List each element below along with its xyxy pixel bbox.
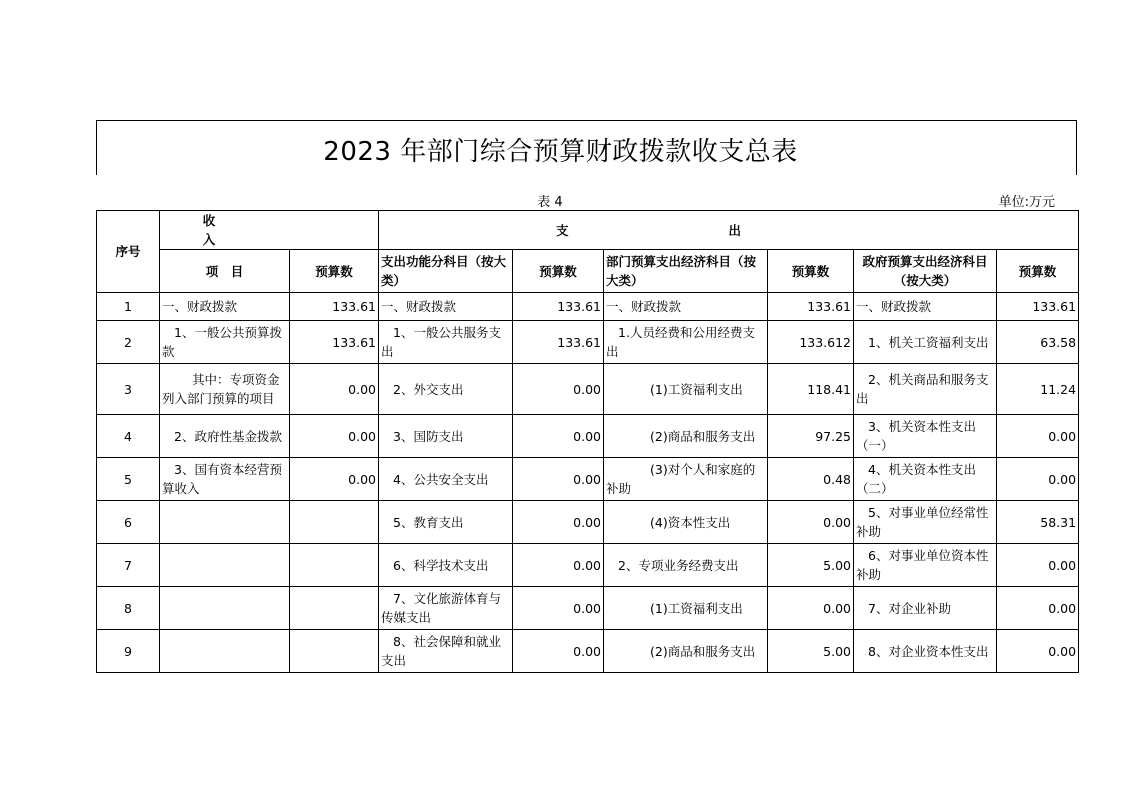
income-amount-cell: 133.61 xyxy=(290,321,379,364)
func-item-cell: 1、一般公共服务支出 xyxy=(379,321,513,364)
dept-amount-cell: 5.00 xyxy=(768,544,854,587)
dept-budget-header: 预算数 xyxy=(768,250,854,293)
gov-amount-cell: 0.00 xyxy=(997,458,1079,501)
seq-cell: 8 xyxy=(97,587,160,630)
income-item-cell xyxy=(160,544,290,587)
table-row xyxy=(97,544,1079,587)
gov-item-cell: 5、对事业单位经常性补助 xyxy=(854,501,997,544)
gov-amount-cell: 11.24 xyxy=(997,364,1079,415)
dept-amount-cell: 0.00 xyxy=(768,587,854,630)
seq-cell: 1 xyxy=(97,293,160,321)
func-amount-cell: 0.00 xyxy=(513,501,604,544)
dept-amount-cell: 133.61 xyxy=(768,293,854,321)
func-item-cell: 3、国防支出 xyxy=(379,415,513,458)
dept-amount-cell: 97.25 xyxy=(768,415,854,458)
table-number: 表 4 xyxy=(537,195,563,210)
header-row-2 xyxy=(97,250,1079,293)
page-title: 2023 年部门综合预算财政拨款收支总表 xyxy=(323,137,798,167)
func-item-cell: 8、社会保障和就业支出 xyxy=(379,630,513,673)
table-row xyxy=(97,364,1079,415)
func-amount-cell: 133.61 xyxy=(513,293,604,321)
gov-item-cell: 4、机关资本性支出（二） xyxy=(854,458,997,501)
dept-amount-cell: 118.41 xyxy=(768,364,854,415)
dept-amount-cell: 5.00 xyxy=(768,630,854,673)
gov-item-cell: 1、机关工资福利支出 xyxy=(854,321,997,364)
header-row-1 xyxy=(97,211,1079,250)
seq-cell: 3 xyxy=(97,364,160,415)
func-item-cell: 2、外交支出 xyxy=(379,364,513,415)
dept-item-cell: (4)资本性支出 xyxy=(604,501,768,544)
item-header: 项 目 xyxy=(160,250,290,293)
income-amount-cell xyxy=(290,501,379,544)
table-row xyxy=(97,415,1079,458)
income-item-cell: 1、一般公共预算拨款 xyxy=(160,321,290,364)
table-row xyxy=(97,630,1079,673)
func-amount-cell: 0.00 xyxy=(513,458,604,501)
gov-item-cell: 8、对企业资本性支出 xyxy=(854,630,997,673)
gov-item-cell: 一、财政拨款 xyxy=(854,293,997,321)
dept-item-cell: (3)对个人和家庭的补助 xyxy=(604,458,768,501)
func-item-cell: 7、文化旅游体育与传媒支出 xyxy=(379,587,513,630)
income-item-cell: 一、财政拨款 xyxy=(160,293,290,321)
table-row xyxy=(97,458,1079,501)
income-amount-cell xyxy=(290,544,379,587)
income-item-cell: 其中：专项资金列入部门预算的项目 xyxy=(160,364,290,415)
gov-amount-cell: 133.61 xyxy=(997,293,1079,321)
gov-econ-subject-header: 政府预算支出经济科目（按大类） xyxy=(854,250,997,293)
income-amount-cell: 0.00 xyxy=(290,364,379,415)
dept-item-cell: 2、专项业务经费支出 xyxy=(604,544,768,587)
gov-amount-cell: 0.00 xyxy=(997,587,1079,630)
income-amount-cell: 133.61 xyxy=(290,293,379,321)
income-item-cell xyxy=(160,587,290,630)
func-subject-header: 支出功能分科目（按大类） xyxy=(379,250,513,293)
dept-amount-cell: 0.48 xyxy=(768,458,854,501)
income-amount-cell xyxy=(290,630,379,673)
income-amount-cell: 0.00 xyxy=(290,458,379,501)
func-budget-header: 预算数 xyxy=(513,250,604,293)
dept-amount-cell: 133.612 xyxy=(768,321,854,364)
gov-amount-cell: 0.00 xyxy=(997,544,1079,587)
dept-item-cell: (1)工资福利支出 xyxy=(604,364,768,415)
gov-amount-cell: 58.31 xyxy=(997,501,1079,544)
income-item-cell xyxy=(160,501,290,544)
table-row xyxy=(97,321,1079,364)
seq-cell: 4 xyxy=(97,415,160,458)
func-item-cell: 一、财政拨款 xyxy=(379,293,513,321)
dept-item-cell: 1.人员经费和公用经费支出 xyxy=(604,321,768,364)
table-row xyxy=(97,501,1079,544)
func-item-cell: 6、科学技术支出 xyxy=(379,544,513,587)
gov-item-cell: 7、对企业补助 xyxy=(854,587,997,630)
func-item-cell: 4、公共安全支出 xyxy=(379,458,513,501)
dept-amount-cell: 0.00 xyxy=(768,501,854,544)
gov-budget-header: 预算数 xyxy=(997,250,1079,293)
table-row xyxy=(97,293,1079,321)
seq-header: 序号 xyxy=(97,211,160,293)
func-amount-cell: 0.00 xyxy=(513,630,604,673)
seq-cell: 7 xyxy=(97,544,160,587)
gov-amount-cell: 63.58 xyxy=(997,321,1079,364)
income-header: 收入 xyxy=(160,211,379,250)
income-item-cell: 3、国有资本经营预算收入 xyxy=(160,458,290,501)
gov-item-cell: 6、对事业单位资本性补助 xyxy=(854,544,997,587)
income-amount-cell xyxy=(290,587,379,630)
dept-item-cell: (2)商品和服务支出 xyxy=(604,630,768,673)
seq-cell: 9 xyxy=(97,630,160,673)
budget-table xyxy=(96,210,1079,673)
income-budget-header: 预算数 xyxy=(290,250,379,293)
seq-cell: 6 xyxy=(97,501,160,544)
func-amount-cell: 0.00 xyxy=(513,544,604,587)
seq-cell: 2 xyxy=(97,321,160,364)
seq-cell: 5 xyxy=(97,458,160,501)
func-amount-cell: 0.00 xyxy=(513,587,604,630)
func-amount-cell: 0.00 xyxy=(513,364,604,415)
income-item-cell: 2、政府性基金拨款 xyxy=(160,415,290,458)
dept-item-cell: (1)工资福利支出 xyxy=(604,587,768,630)
income-amount-cell: 0.00 xyxy=(290,415,379,458)
func-amount-cell: 0.00 xyxy=(513,415,604,458)
dept-item-cell: 一、财政拨款 xyxy=(604,293,768,321)
gov-amount-cell: 0.00 xyxy=(997,630,1079,673)
gov-item-cell: 2、机关商品和服务支出 xyxy=(854,364,997,415)
unit-label: 单位:万元 xyxy=(998,195,1055,210)
dept-item-cell: (2)商品和服务支出 xyxy=(604,415,768,458)
dept-econ-subject-header: 部门预算支出经济科目（按大类） xyxy=(604,250,768,293)
func-amount-cell: 133.61 xyxy=(513,321,604,364)
expense-header: 支出 xyxy=(379,211,1079,250)
gov-amount-cell: 0.00 xyxy=(997,415,1079,458)
gov-item-cell: 3、机关资本性支出（一） xyxy=(854,415,997,458)
table-row xyxy=(97,587,1079,630)
income-item-cell xyxy=(160,630,290,673)
func-item-cell: 5、教育支出 xyxy=(379,501,513,544)
